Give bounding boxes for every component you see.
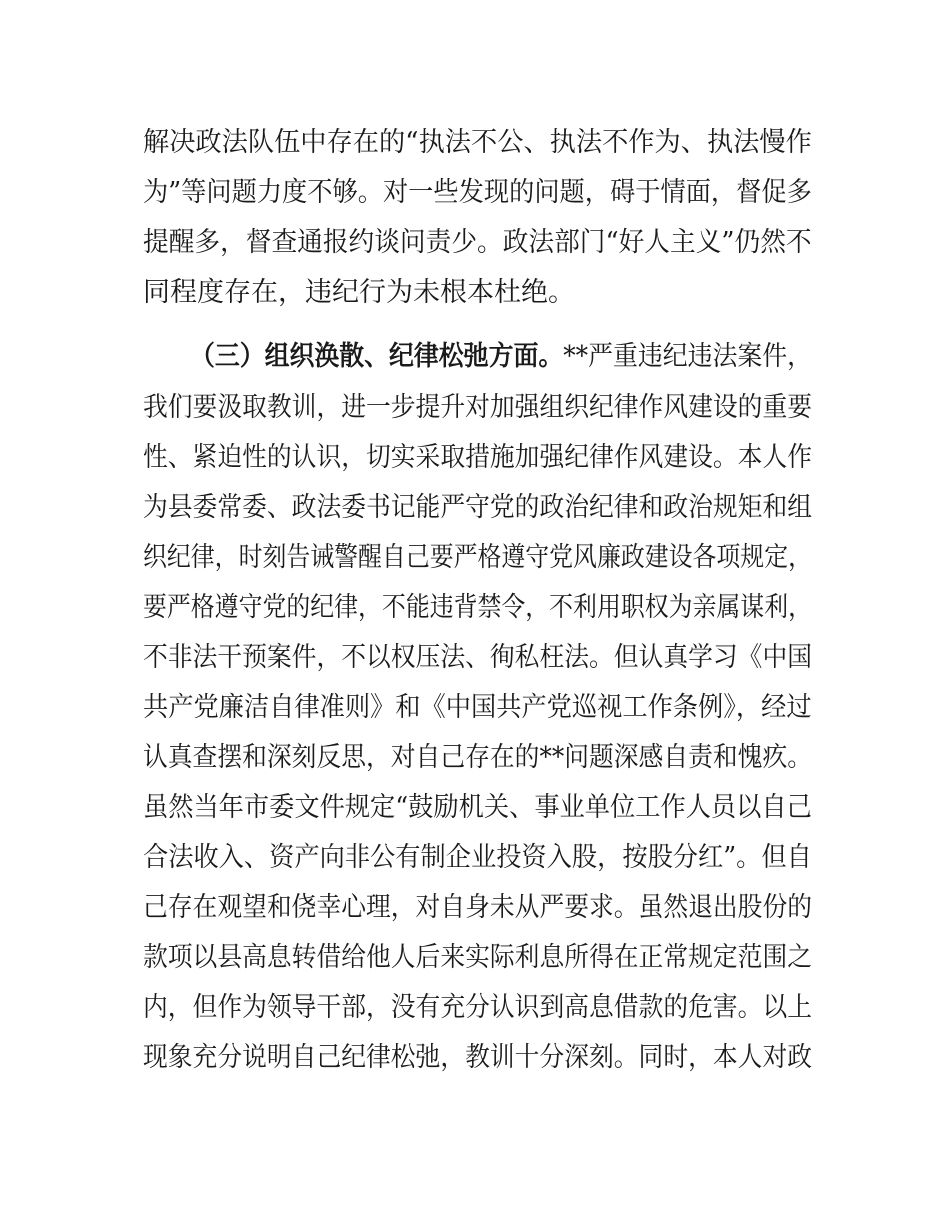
paragraph-2-line: 为县委常委、政法委书记能严守党的政治纪律和政治规矩和组 [143, 492, 813, 523]
paragraph-2-line: 要严格遵守党的纪律，不能违背禁令，不利用职权为亲属谋利， [143, 592, 812, 623]
paragraph-2-line: 不非法干预案件，不以权压法、徇私枉法。但认真学习《中国 [143, 642, 813, 673]
section-heading: （三）组织涣散、纪律松弛方面。 [190, 341, 564, 372]
paragraph-2-first-line-text: **严重违纪违法案件， [563, 341, 813, 372]
paragraph-2-line: 款项以县高息转借给他人后来实际利息所得在正常规定范围之 [143, 942, 813, 973]
paragraph-1-line-2: 为”等问题力度不够。对一些发现的问题，碍于情面，督促多 [143, 177, 812, 208]
paragraph-2-line: 虽然当年市委文件规定“鼓励机关、事业单位工作人员以自己 [143, 792, 812, 823]
paragraph-1-line-3: 提醒多，督查通报约谈问责少。政法部门“好人主义”仍然不 [143, 227, 812, 258]
paragraph-1-line-1: 解决政法队伍中存在的“执法不公、执法不作为、执法慢作 [143, 127, 812, 158]
paragraph-2-first-line [190, 341, 812, 373]
paragraph-2-line: 共产党廉洁自律准则》和《中国共产党巡视工作条例》，经过 [143, 692, 812, 723]
paragraph-2-line: 合法收入、资产向非公有制企业投资入股，按股分红”。但自 [143, 842, 812, 873]
paragraph-2-line: 现象充分说明自己纪律松弛，教训十分深刻。同时，本人对政 [143, 1042, 813, 1073]
paragraph-2-line: 性、紧迫性的认识，切实采取措施加强纪律作风建设。本人作 [143, 442, 813, 473]
paragraph-2-line: 我们要汲取教训，进一步提升对加强组织纪律作风建设的重要 [143, 392, 813, 423]
paragraph-2-line: 内，但作为领导干部，没有充分认识到高息借款的危害。以上 [143, 992, 813, 1023]
paragraph-2-line: 己存在观望和侥幸心理，对自身未从严要求。虽然退出股份的 [143, 892, 813, 923]
paragraph-2-line: 认真查摆和深刻反思，对自己存在的**问题深感自责和愧疚。 [143, 742, 813, 773]
paragraph-1-line-4: 同程度存在，违纪行为未根本杜绝。 [143, 277, 575, 308]
paragraph-2-line: 织纪律，时刻告诫警醒自己要严格遵守党风廉政建设各项规定， [143, 542, 812, 573]
